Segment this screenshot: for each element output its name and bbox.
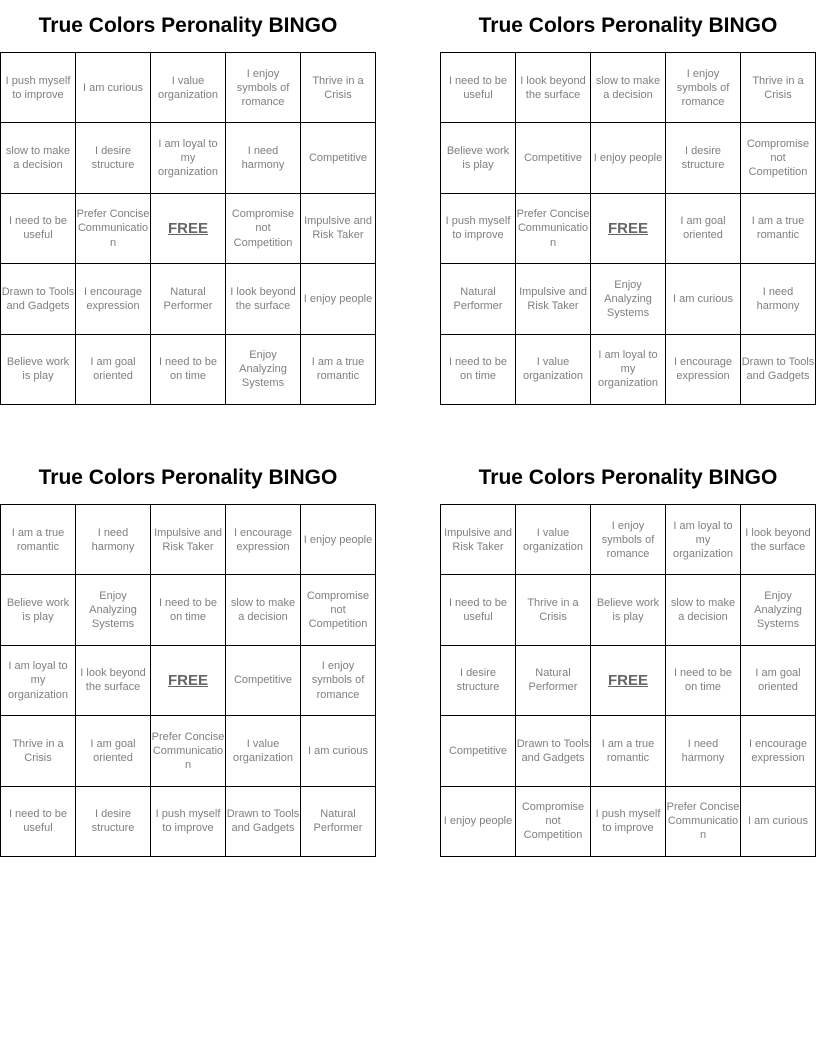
bingo-cell: Drawn to Tools and Gadgets: [516, 716, 591, 786]
bingo-cell: I am curious: [741, 786, 816, 856]
free-cell: FREE: [151, 645, 226, 715]
free-cell: FREE: [591, 645, 666, 715]
bingo-grid: [0, 52, 376, 405]
bingo-cell: I need to be useful: [441, 53, 516, 123]
bingo-cell: I need harmony: [741, 264, 816, 334]
bingo-row: [441, 645, 816, 715]
bingo-cell: Compromise not Competition: [741, 123, 816, 193]
bingo-cell: Natural Performer: [516, 645, 591, 715]
bingo-cell: Enjoy Analyzing Systems: [226, 334, 301, 404]
bingo-card-top-left: [0, 13, 376, 405]
bingo-cell: I encourage expression: [76, 264, 151, 334]
bingo-cell: Drawn to Tools and Gadgets: [226, 786, 301, 856]
bingo-cell: slow to make a decision: [226, 575, 301, 645]
bingo-cell: Believe work is play: [441, 123, 516, 193]
bingo-cell: I need to be on time: [441, 334, 516, 404]
card-title: True Colors Peronality BINGO: [478, 14, 778, 37]
bingo-cell: I am curious: [76, 53, 151, 123]
bingo-cell: Competitive: [516, 123, 591, 193]
bingo-cell: I am loyal to my organization: [591, 334, 666, 404]
bingo-cell: Compromise not Competition: [301, 575, 376, 645]
bingo-row: [441, 505, 816, 575]
bingo-cell: Prefer Concise Communication: [76, 193, 151, 263]
bingo-cell: Drawn to Tools and Gadgets: [741, 334, 816, 404]
bingo-cell: I look beyond the surface: [226, 264, 301, 334]
bingo-cell: I encourage expression: [666, 334, 741, 404]
bingo-cell: I need harmony: [226, 123, 301, 193]
bingo-cell: I need to be useful: [441, 575, 516, 645]
bingo-cell: Prefer Concise Communication: [516, 193, 591, 263]
bingo-row: [1, 716, 376, 786]
bingo-row: [441, 334, 816, 404]
bingo-cell: Impulsive and Risk Taker: [301, 193, 376, 263]
bingo-row: [441, 123, 816, 193]
bingo-cell: I am curious: [301, 716, 376, 786]
bingo-row: [1, 645, 376, 715]
bingo-grid: [0, 504, 376, 857]
card-title: True Colors Peronality BINGO: [478, 466, 778, 489]
bingo-cell: I am goal oriented: [741, 645, 816, 715]
bingo-cell: I desire structure: [441, 645, 516, 715]
bingo-cell: slow to make a decision: [1, 123, 76, 193]
bingo-cell: I am a true romantic: [591, 716, 666, 786]
bingo-row: [441, 716, 816, 786]
bingo-cell: I need to be on time: [151, 334, 226, 404]
bingo-row: [441, 575, 816, 645]
bingo-cell: Competitive: [441, 716, 516, 786]
bingo-cell: slow to make a decision: [591, 53, 666, 123]
bingo-cell: Believe work is play: [591, 575, 666, 645]
bingo-cell: I value organization: [226, 716, 301, 786]
bingo-cell: I enjoy symbols of romance: [666, 53, 741, 123]
bingo-cell: Compromise not Competition: [516, 786, 591, 856]
bingo-cell: I am a true romantic: [301, 334, 376, 404]
bingo-row: [1, 575, 376, 645]
bingo-card-bottom-left: [0, 465, 376, 857]
bingo-cell: I need to be useful: [1, 193, 76, 263]
bingo-cell: Enjoy Analyzing Systems: [591, 264, 666, 334]
free-cell: FREE: [591, 193, 666, 263]
bingo-cell: I am goal oriented: [666, 193, 741, 263]
bingo-row: [1, 123, 376, 193]
bingo-cell: Enjoy Analyzing Systems: [741, 575, 816, 645]
bingo-cell: I am loyal to my organization: [1, 645, 76, 715]
bingo-cell: I value organization: [516, 505, 591, 575]
bingo-cell: Thrive in a Crisis: [741, 53, 816, 123]
bingo-cell: I push myself to improve: [151, 786, 226, 856]
bingo-cell: I push myself to improve: [1, 53, 76, 123]
bingo-row: [1, 505, 376, 575]
bingo-cell: I need harmony: [666, 716, 741, 786]
bingo-cell: I need to be on time: [151, 575, 226, 645]
bingo-row: [1, 264, 376, 334]
bingo-cell: Enjoy Analyzing Systems: [76, 575, 151, 645]
bingo-cell: I need to be useful: [1, 786, 76, 856]
bingo-cell: I enjoy people: [301, 505, 376, 575]
bingo-cell: I am curious: [666, 264, 741, 334]
bingo-cell: Natural Performer: [441, 264, 516, 334]
bingo-cell: I value organization: [516, 334, 591, 404]
bingo-cell: Competitive: [226, 645, 301, 715]
bingo-cell: I encourage expression: [741, 716, 816, 786]
bingo-row: [441, 264, 816, 334]
bingo-cell: Thrive in a Crisis: [1, 716, 76, 786]
card-title: True Colors Peronality BINGO: [38, 14, 338, 37]
card-title: True Colors Peronality BINGO: [38, 466, 338, 489]
bingo-row: [441, 786, 816, 856]
bingo-row: [1, 53, 376, 123]
bingo-cell: Natural Performer: [151, 264, 226, 334]
bingo-cell: I enjoy symbols of romance: [226, 53, 301, 123]
bingo-row: [1, 334, 376, 404]
bingo-card-top-right: [440, 13, 816, 405]
bingo-row: [441, 193, 816, 263]
bingo-cell: I am a true romantic: [1, 505, 76, 575]
bingo-cell: I encourage expression: [226, 505, 301, 575]
bingo-cell: I look beyond the surface: [516, 53, 591, 123]
bingo-cell: I am goal oriented: [76, 716, 151, 786]
bingo-cell: I need to be on time: [666, 645, 741, 715]
bingo-card-bottom-right: [440, 465, 816, 857]
bingo-cell: Competitive: [301, 123, 376, 193]
bingo-row: [1, 193, 376, 263]
bingo-cell: I am loyal to my organization: [666, 505, 741, 575]
bingo-cell: I desire structure: [76, 123, 151, 193]
bingo-cell: I enjoy people: [441, 786, 516, 856]
bingo-cell: I enjoy symbols of romance: [591, 505, 666, 575]
bingo-cell: I am goal oriented: [76, 334, 151, 404]
bingo-cell: I enjoy people: [301, 264, 376, 334]
bingo-cell: I am loyal to my organization: [151, 123, 226, 193]
bingo-cell: Impulsive and Risk Taker: [441, 505, 516, 575]
bingo-cell: Thrive in a Crisis: [516, 575, 591, 645]
bingo-cell: Compromise not Competition: [226, 193, 301, 263]
bingo-cell: slow to make a decision: [666, 575, 741, 645]
bingo-cell: Impulsive and Risk Taker: [151, 505, 226, 575]
bingo-cell: I am a true romantic: [741, 193, 816, 263]
bingo-cell: I desire structure: [76, 786, 151, 856]
free-cell: FREE: [151, 193, 226, 263]
bingo-row: [441, 53, 816, 123]
bingo-cell: Believe work is play: [1, 575, 76, 645]
bingo-grid: [440, 52, 816, 405]
bingo-cell: I value organization: [151, 53, 226, 123]
bingo-cell: Natural Performer: [301, 786, 376, 856]
bingo-cell: Prefer Concise Communication: [151, 716, 226, 786]
bingo-row: [1, 786, 376, 856]
bingo-cell: I look beyond the surface: [741, 505, 816, 575]
bingo-cell: I need harmony: [76, 505, 151, 575]
bingo-cell: Drawn to Tools and Gadgets: [1, 264, 76, 334]
bingo-cell: I look beyond the surface: [76, 645, 151, 715]
bingo-cell: Thrive in a Crisis: [301, 53, 376, 123]
bingo-cell: I desire structure: [666, 123, 741, 193]
bingo-cell: I push myself to improve: [591, 786, 666, 856]
bingo-cell: I push myself to improve: [441, 193, 516, 263]
bingo-cell: Believe work is play: [1, 334, 76, 404]
bingo-cell: I enjoy symbols of romance: [301, 645, 376, 715]
bingo-cell: I enjoy people: [591, 123, 666, 193]
bingo-cell: Prefer Concise Communication: [666, 786, 741, 856]
bingo-cell: Impulsive and Risk Taker: [516, 264, 591, 334]
bingo-grid: [440, 504, 816, 857]
